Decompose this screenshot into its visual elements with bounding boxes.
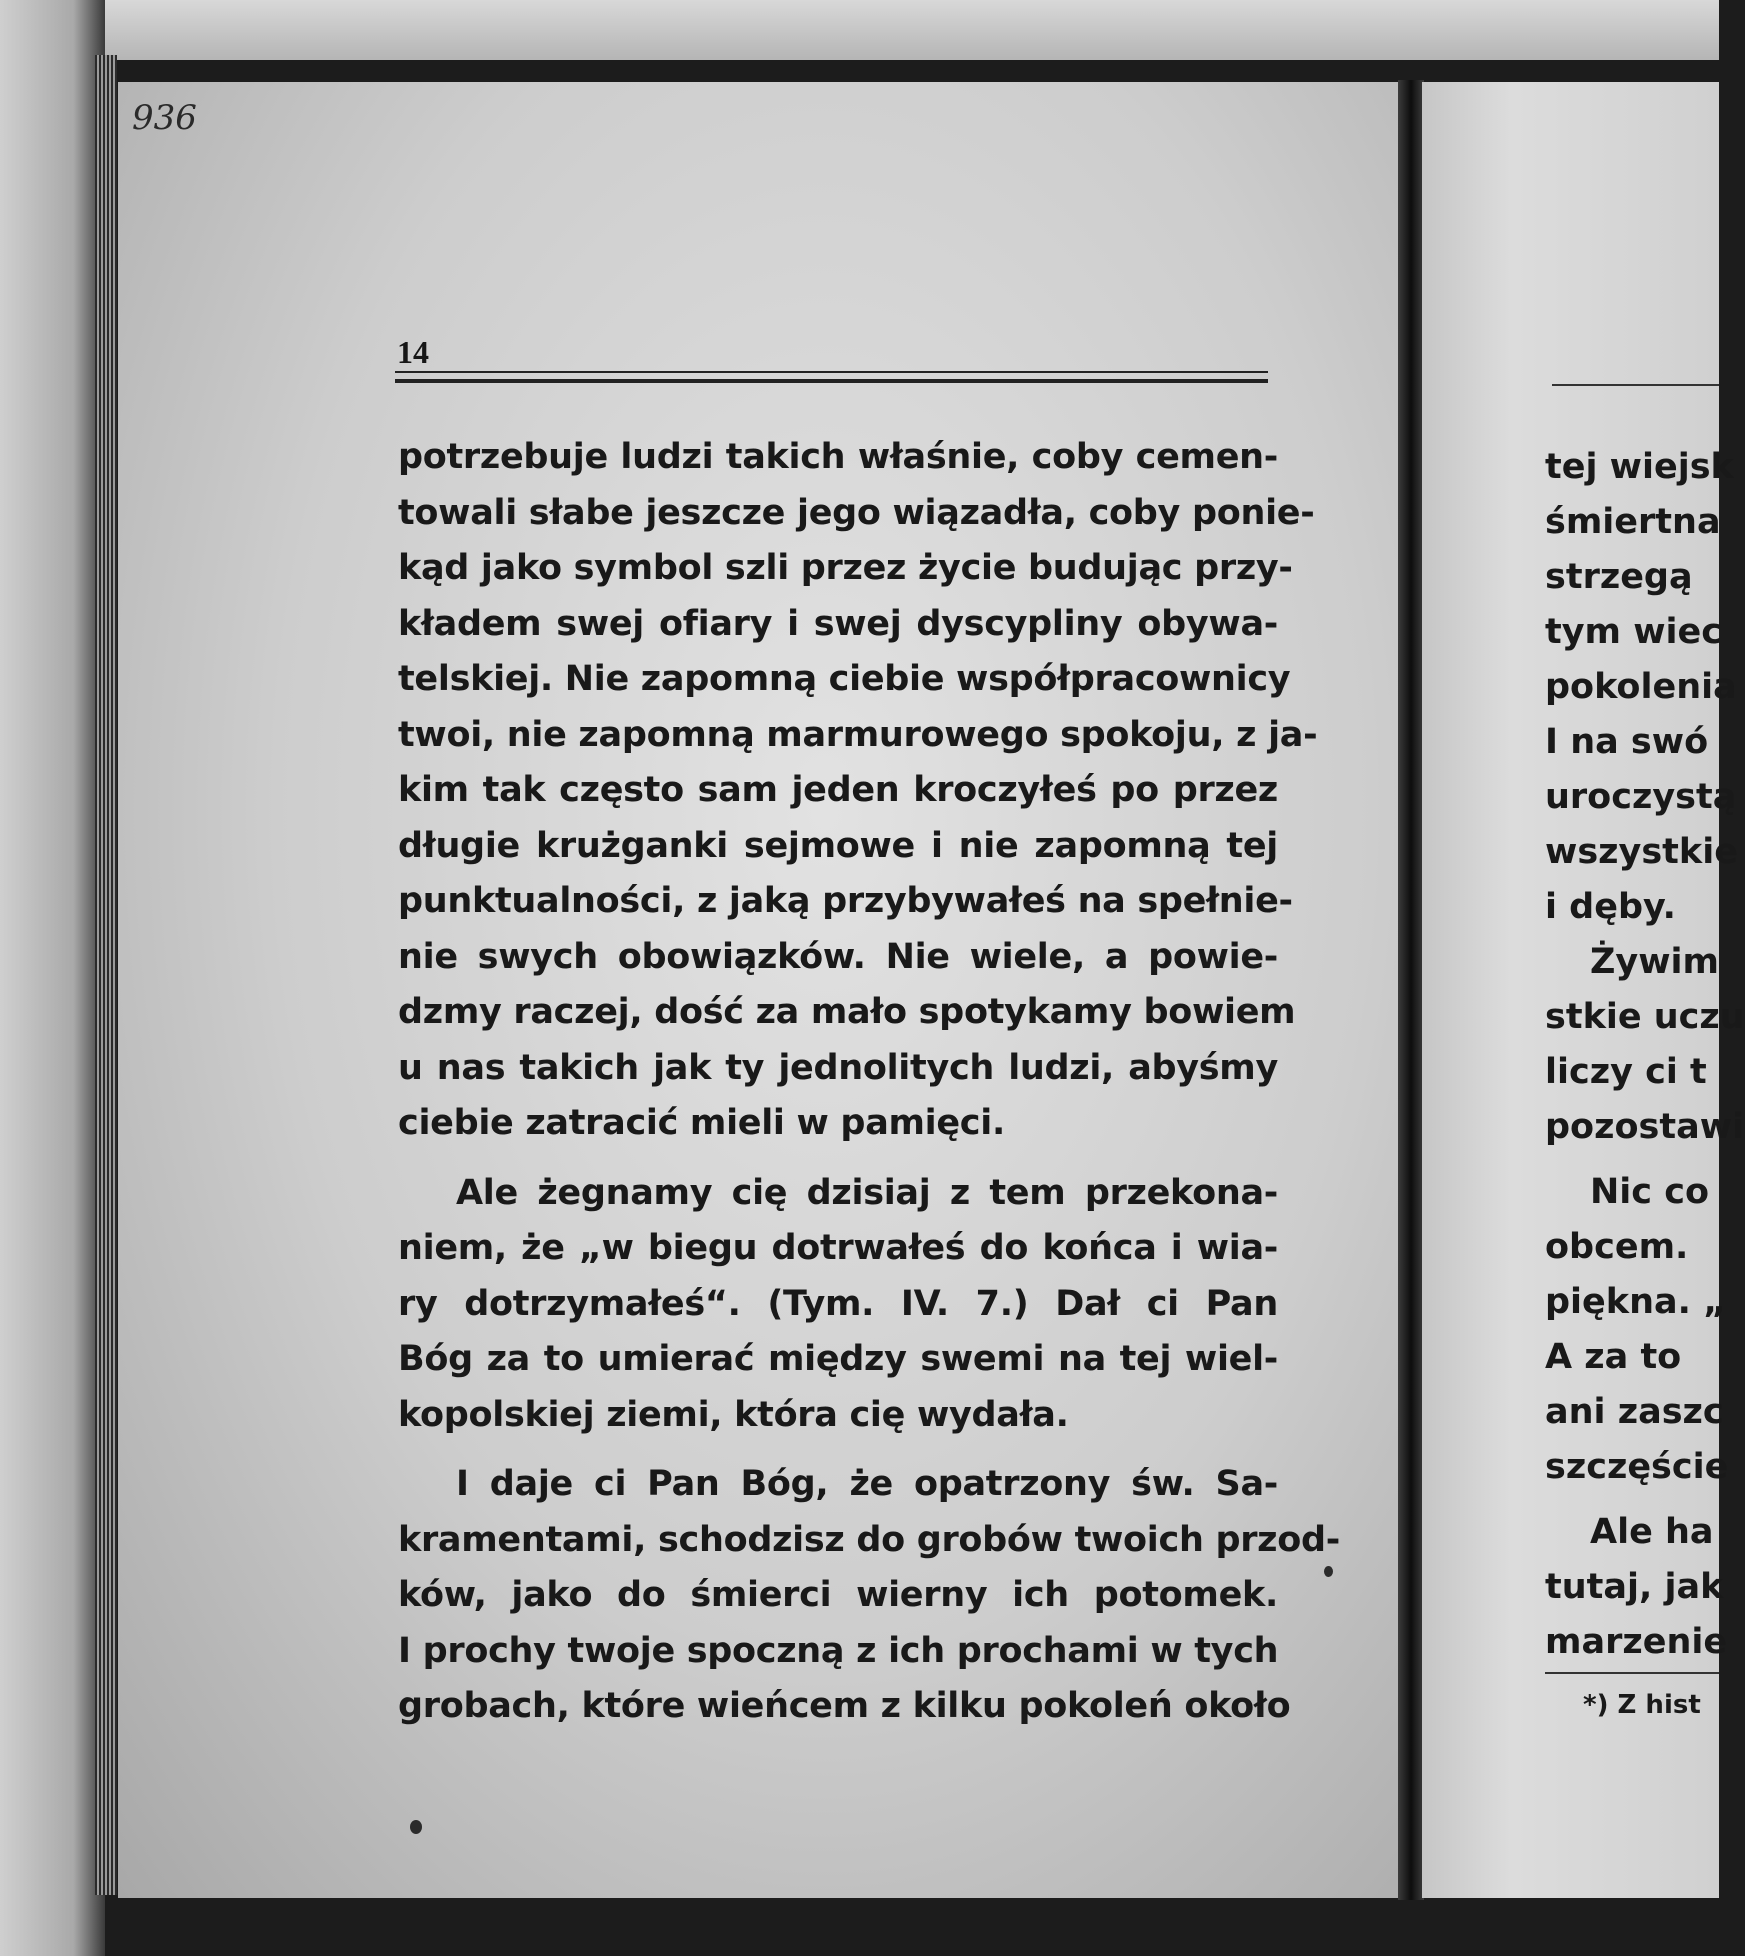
- right-text-line: śmiertna: [1545, 502, 1721, 542]
- text-line: kąd jako symbol szli przez życie budując przy-: [398, 548, 1293, 588]
- text-line: telskiej. Nie zapomną ciebie współpracownicy: [398, 659, 1291, 699]
- page-number: 14: [397, 334, 429, 370]
- text-line: kramentami, schodzisz do grobów twoich przod-: [398, 1519, 1340, 1560]
- left-page-body-text: [398, 430, 1340, 1735]
- text-line: Ale żegnamy cię dzisiaj z tem przekona-: [456, 1172, 1278, 1213]
- right-page-header-rule: [1552, 384, 1719, 386]
- right-text-line: uroczystą: [1545, 777, 1737, 817]
- text-line: punktualności, z jaką przybywałeś na spełnie-: [398, 881, 1293, 921]
- right-text-line: pozostawi: [1545, 1107, 1745, 1147]
- right-text-line: szczęście: [1545, 1447, 1729, 1487]
- right-text-line: Żywim: [1590, 942, 1719, 982]
- text-line: ciebie zatracić mieli w pamięci.: [398, 1103, 1005, 1143]
- right-page-footnote-rule: [1545, 1672, 1719, 1674]
- scan-background-left: [0, 0, 105, 1956]
- page-speck: [1324, 1566, 1333, 1577]
- right-text-line: ani zaszc: [1545, 1392, 1724, 1432]
- text-line: I daje ci Pan Bóg, że opatrzony św. Sa-: [456, 1464, 1278, 1504]
- right-text-line: i dęby.: [1545, 887, 1676, 927]
- right-text-line: marzenie: [1545, 1622, 1728, 1662]
- text-line: kim tak często sam jeden kroczyłeś po przez: [398, 770, 1278, 810]
- right-text-line: pokolenia: [1545, 667, 1737, 707]
- right-text-line: wszystkie: [1545, 832, 1738, 872]
- book-gutter: [1398, 80, 1424, 1900]
- right-text-line: piękna. „: [1545, 1282, 1727, 1322]
- text-line: dzmy raczej, dość za mało spotykamy bowiem: [398, 992, 1296, 1032]
- text-line: kopolskiej ziemi, która cię wydała.: [398, 1394, 1069, 1435]
- text-line: kładem swej ofiary i swej dyscypliny obywa-: [398, 603, 1278, 644]
- right-text-line: obcem.: [1545, 1227, 1689, 1267]
- right-text-line: Ale ha: [1590, 1512, 1714, 1552]
- page-speck: [410, 1820, 422, 1834]
- right-text-line: tej wiejsk: [1545, 447, 1734, 487]
- scan-background-top: [0, 0, 1719, 60]
- text-line: długie krużganki sejmowe i nie zapomną tej: [398, 825, 1278, 866]
- header-rule-thick: [395, 379, 1268, 383]
- right-text-line: I na swó: [1545, 722, 1709, 762]
- text-line: ków, jako do śmierci wierny ich potomek.: [398, 1575, 1278, 1615]
- right-text-line: Nic co: [1590, 1172, 1710, 1212]
- text-line: ry dotrzymałeś“. (Tym. IV. 7.) Dał ci Pan: [398, 1283, 1278, 1324]
- text-line: I prochy twoje spoczną z ich prochami w tych: [398, 1630, 1279, 1671]
- right-text-line: tutaj, jak: [1545, 1567, 1724, 1607]
- header-rule-thin: [395, 371, 1268, 373]
- text-line: nie swych obowiązków. Nie wiele, a powie-: [398, 936, 1278, 977]
- right-text-line: tym wiec: [1545, 612, 1723, 652]
- text-line: niem, że „w biegu dotrwałeś do końca i wia-: [398, 1228, 1278, 1268]
- text-line: Bóg za to umierać między swemi na tej wiel-: [398, 1339, 1278, 1379]
- text-line: twoi, nie zapomną marmurowego spokoju, z ja-: [398, 714, 1318, 755]
- right-text-line: A za to: [1545, 1337, 1682, 1377]
- right-text-line: stkie uczu: [1545, 997, 1745, 1037]
- right-page-body-text: [1545, 440, 1745, 1733]
- text-line: potrzebuje ludzi takich właśnie, coby cemen-: [398, 437, 1278, 477]
- text-line: grobach, które wieńcem z kilku pokoleń około: [398, 1686, 1291, 1726]
- right-text-line: strzegą: [1545, 557, 1693, 597]
- right-text-line: liczy ci t: [1545, 1052, 1707, 1092]
- archive-handwritten-number: 936: [132, 98, 197, 138]
- book-page-edges: [95, 55, 117, 1895]
- right-page-footnote: *) Z hist: [1583, 1690, 1701, 1720]
- text-line: towali słabe jeszcze jego wiązadła, coby ponie-: [398, 492, 1315, 533]
- text-line: u nas takich jak ty jednolitych ludzi, abyśmy: [398, 1047, 1278, 1088]
